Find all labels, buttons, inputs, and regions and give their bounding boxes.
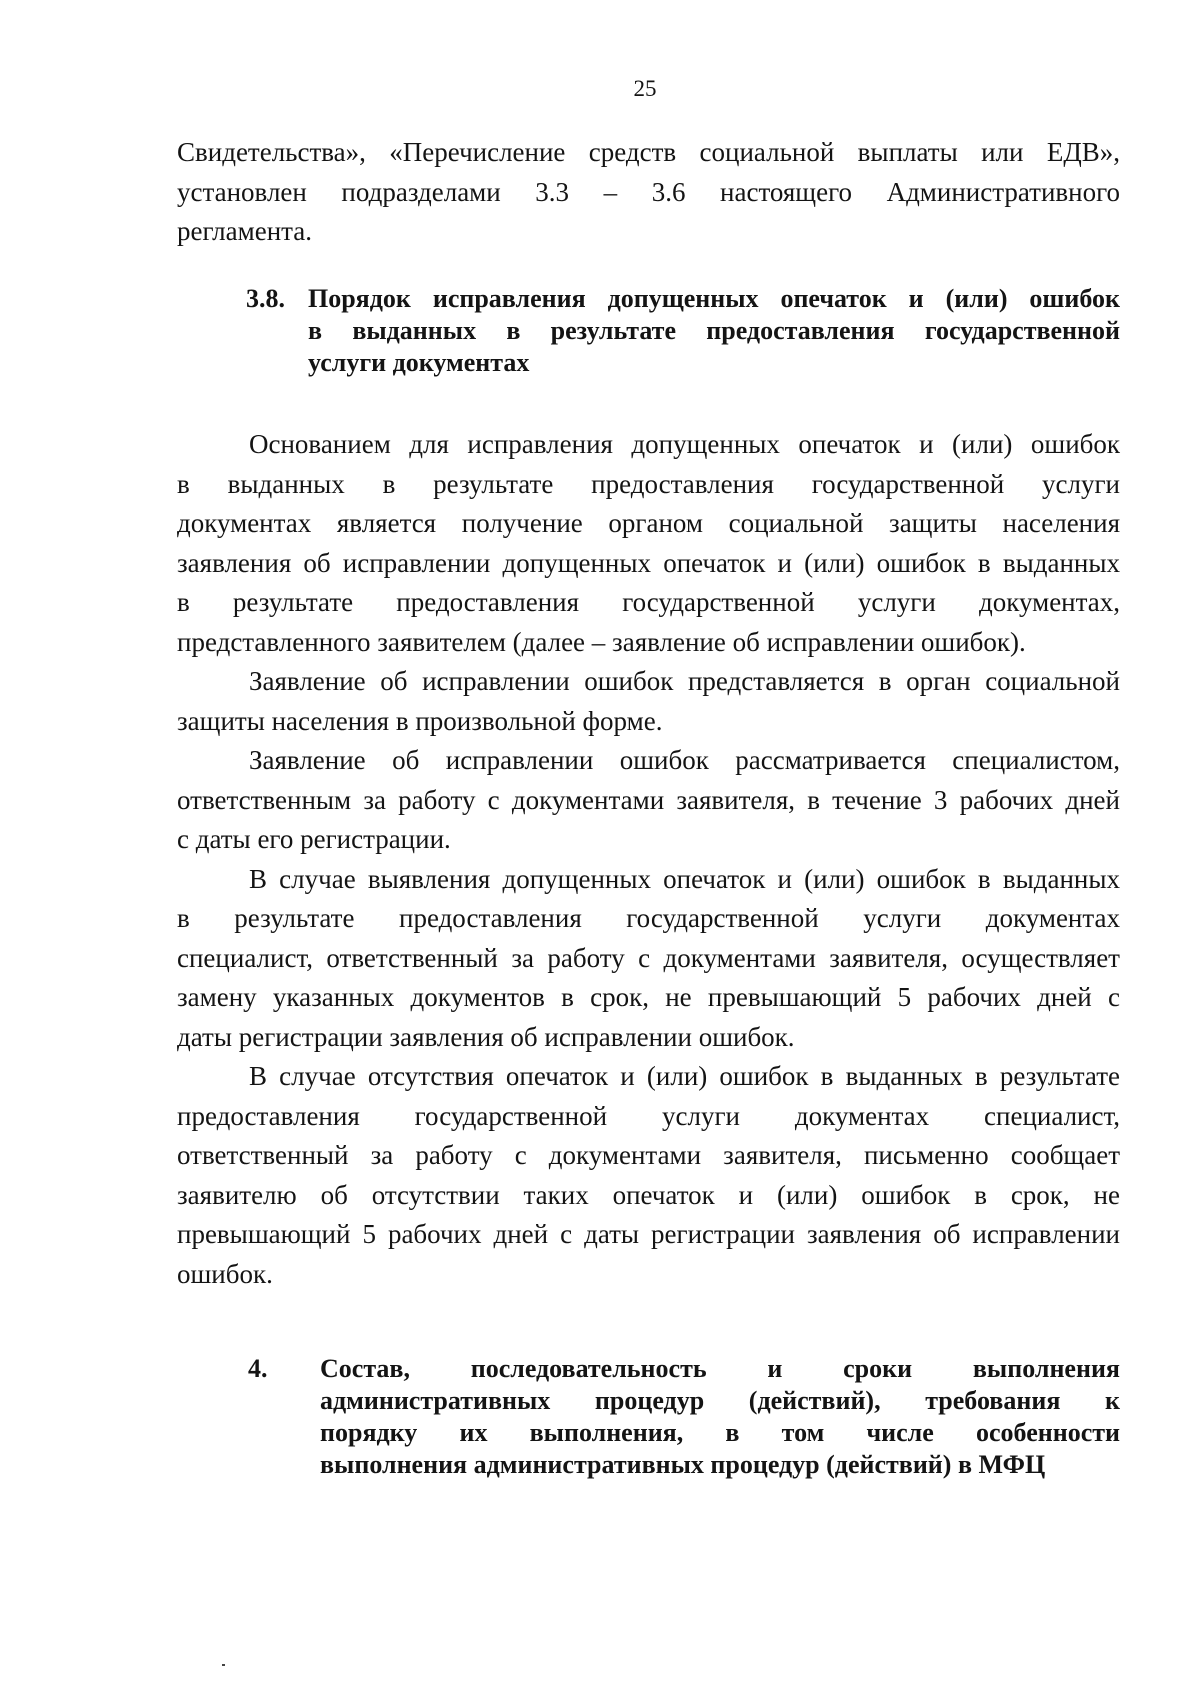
heading-line: в выданных в результате предоставления государственной xyxy=(308,316,1120,345)
section-number: 3.8. xyxy=(246,284,285,313)
text-line: регламента. xyxy=(177,216,313,246)
text-line: документах является получение органом социальной защиты населения xyxy=(177,508,1120,538)
text-line: установлен подразделами 3.3 – 3.6 настоящего Административного xyxy=(177,176,1120,207)
text-line: в выданных в результате предоставления государственной услуги xyxy=(177,468,1120,499)
text-line: в результате предоставления государственной услуги документах xyxy=(177,903,1120,933)
text-line: ответственным за работу с документами заявителя, в течение 3 рабочих дней xyxy=(177,784,1120,815)
section-number: 4. xyxy=(248,1354,268,1383)
text-line: в результате предоставления государственной услуги документах, xyxy=(177,587,1120,617)
section-3-8-body xyxy=(177,425,1120,1294)
scan-speck xyxy=(222,1664,225,1666)
text-line: Основанием для исправления допущенных опечаток и (или) ошибок xyxy=(249,429,1120,459)
text-line: предоставления государственной услуги документах специалист, xyxy=(177,1100,1120,1131)
section-3-8-heading xyxy=(246,283,1120,383)
heading-line: выполнения административных процедур (действий) в МФЦ xyxy=(320,1450,1046,1479)
heading-line: Состав, последовательность и сроки выполнения xyxy=(320,1354,1120,1383)
text-line: ответственный за работу с документами заявителя, письменно сообщает xyxy=(177,1140,1120,1170)
heading-line: услуги документах xyxy=(308,348,530,377)
text-line: заявления об исправлении допущенных опечаток и (или) ошибок в выданных xyxy=(177,547,1120,578)
text-line: защиты населения в произвольной форме. xyxy=(177,705,663,736)
text-line: ошибок. xyxy=(177,1258,273,1289)
text-line: Заявление об исправлении ошибок рассматривается специалистом, xyxy=(249,745,1120,775)
text-line: даты регистрации заявления об исправлении ошибок. xyxy=(177,1021,795,1052)
text-line: Свидетельства», «Перечисление средств социальной выплаты или ЕДВ», xyxy=(177,137,1120,167)
heading-line: административных процедур (действий), требования к xyxy=(320,1386,1120,1415)
text-line: превышающий 5 рабочих дней с даты регистрации заявления об исправлении xyxy=(177,1219,1120,1249)
text-line: замену указанных документов в срок, не превышающий 5 рабочих дней с xyxy=(177,982,1120,1012)
text-line: представленного заявителем (далее – заявление об исправлении ошибок). xyxy=(177,626,1026,657)
text-line: с даты его регистрации. xyxy=(177,824,451,854)
text-line: Заявление об исправлении ошибок представляется в орган социальной xyxy=(249,666,1120,696)
text-line: В случае выявления допущенных опечаток и (или) ошибок в выданных xyxy=(249,863,1120,894)
section-4-heading xyxy=(248,1353,1120,1483)
heading-line: порядку их выполнения, в том числе особенности xyxy=(320,1418,1120,1447)
page-number: 25 xyxy=(633,76,657,101)
intro-paragraph xyxy=(177,133,1120,252)
text-line: заявителю об отсутствии таких опечаток и (или) ошибок в срок, не xyxy=(177,1179,1120,1210)
text-line: В случае отсутствия опечаток и (или) ошибок в выданных в результате xyxy=(249,1061,1120,1091)
text-line: специалист, ответственный за работу с документами заявителя, осуществляет xyxy=(177,942,1120,973)
heading-line: Порядок исправления допущенных опечаток и (или) ошибок xyxy=(308,284,1120,313)
